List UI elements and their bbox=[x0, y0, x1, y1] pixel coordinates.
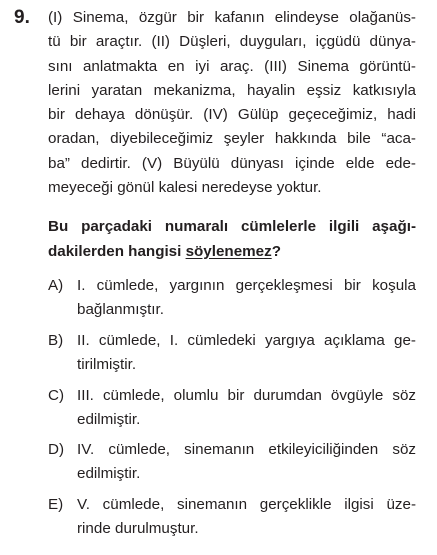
stem-keyword: söylenemez bbox=[185, 242, 272, 260]
option-line: I. cümlede, yargının gerçekleşmesi bir koşula bbox=[77, 277, 416, 294]
stem-question-mark: ? bbox=[271, 242, 281, 260]
option-line: III. cümlede, olumlu bir durumdan övgüyle söz bbox=[77, 386, 416, 404]
option-line: II. cümlede, I. cümledeki yargıya açıklama ge- bbox=[77, 331, 416, 349]
option-text bbox=[77, 438, 416, 486]
option-line: edilmiştir. bbox=[77, 465, 141, 483]
option-text bbox=[77, 384, 416, 432]
option-b[interactable] bbox=[48, 329, 416, 384]
passage-line: meyeceği gönül kalesi neredeyse yoktur. bbox=[48, 179, 322, 197]
passage-line: bir dehaya dönüşür. (IV) Gülüp geçeceğimiz, hadi bbox=[48, 106, 416, 124]
passage-line: (I) Sinema, özgür bir kafanın elindeyse olağanüs- bbox=[48, 9, 416, 26]
passage-line: lerini yaratan mekanizma, hayalin eşsiz katkısıyla bbox=[48, 81, 416, 99]
option-letter: A) bbox=[48, 277, 64, 294]
option-text bbox=[77, 493, 416, 541]
option-d[interactable] bbox=[48, 438, 416, 493]
option-text bbox=[77, 329, 416, 377]
option-line: rinde durulmuştur. bbox=[77, 520, 199, 538]
question-stem bbox=[48, 215, 416, 264]
option-letter: D) bbox=[48, 441, 65, 459]
option-e[interactable] bbox=[48, 493, 416, 548]
answer-options bbox=[48, 274, 416, 548]
option-c[interactable] bbox=[48, 384, 416, 439]
option-line: tirilmiştir. bbox=[77, 355, 137, 373]
option-line: bağlanmıştır. bbox=[77, 301, 164, 318]
option-line: edilmiştir. bbox=[77, 410, 141, 428]
passage-line: ba” dedirtir. (V) Büyülü dünyası içinde elde ede- bbox=[48, 154, 416, 172]
option-a[interactable] bbox=[48, 274, 416, 329]
passage-line: tü bir araçtır. (II) Düşleri, duyguları, içgüdü dünya- bbox=[48, 33, 416, 51]
passage-line: sını anlatmakta en iyi araç. (III) Sinema görüntü- bbox=[48, 57, 416, 75]
stem-line: Bu parçadaki numaralı cümlelerle ilgili aşağı- bbox=[48, 218, 416, 235]
option-letter: B) bbox=[48, 331, 64, 349]
stem-text: dakilerden hangisi bbox=[48, 242, 186, 260]
option-line: IV. cümlede, sinemanın etkileyiciliğinden söz bbox=[77, 441, 416, 459]
stem-line bbox=[48, 240, 416, 265]
option-text bbox=[77, 274, 416, 322]
option-line: V. cümlede, sinemanın gerçeklikle ilgisi üze- bbox=[77, 496, 416, 514]
option-letter: E) bbox=[48, 496, 64, 514]
question-number: 9. bbox=[14, 7, 30, 28]
passage bbox=[48, 6, 416, 200]
option-letter: C) bbox=[48, 386, 65, 404]
passage-line: oradan, diyebileceğimiz şeyler hakkında bile “aca- bbox=[48, 130, 416, 148]
